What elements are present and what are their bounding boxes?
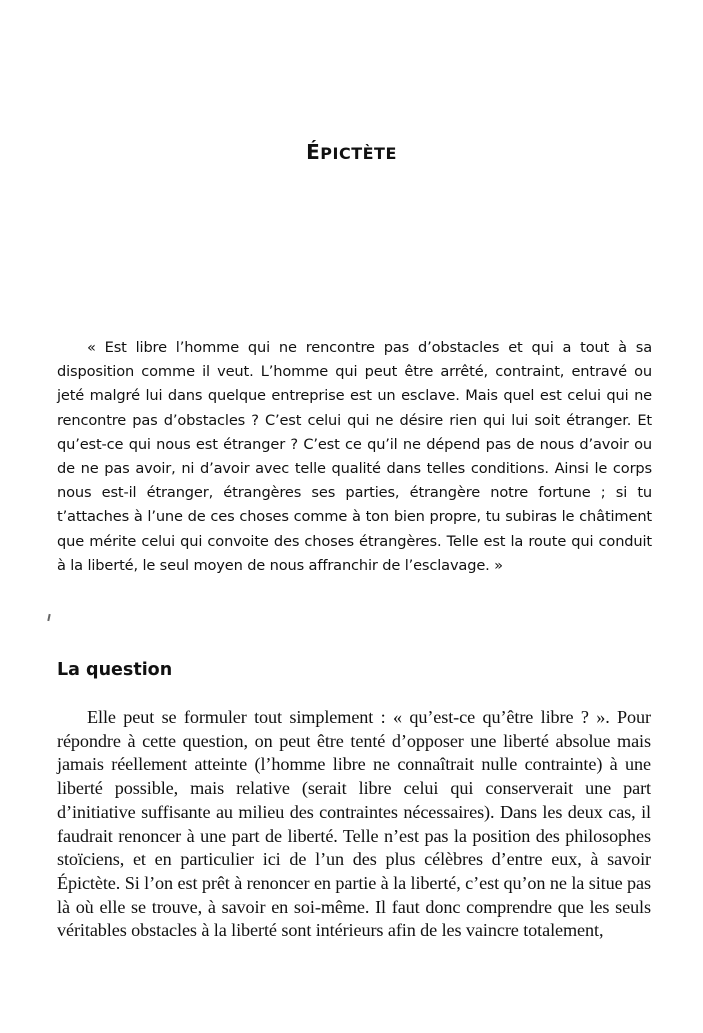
- chapter-title-initial: É: [306, 140, 321, 164]
- chapter-title: [0, 140, 703, 164]
- section-heading: La question: [57, 660, 173, 680]
- stray-mark: [47, 614, 50, 621]
- chapter-title-rest: PICTÈTE: [320, 144, 397, 163]
- section-paragraph: Elle peut se formuler tout simplement : « qu’est-ce qu’être libre ? ». Pour répondre à cette question, on peut être tenté d’opposer une liberté absolue mais jamais réellement atteinte (l’homme libre ne connaîtrait nulle contrainte) à une liberté possible, mais relative (serait libre celui qui conserverait une part d’initiative suffisante au milieu des contraintes nécessaires). Dans les deux cas, il faudrait renoncer à une part de liberté. Telle n’est pas la position des philosophes stoïciens, et en particulier ici de l’un des plus célèbres d’entre eux, à savoir Épictète. Si l’on est prêt à renoncer en partie à la liberté, c’est qu’on ne la situe pas là où elle se trouve, à savoir en soi-même. Il faut donc comprendre que les seuls véritables obstacles à la liberté sont intérieurs afin de les vaincre totalement,: [57, 707, 651, 941]
- epictetus-quote: « Est libre l’homme qui ne rencontre pas d’obstacles et qui a tout à sa disposition comme il veut. L’homme qui peut être arrêté, contraint, entravé ou jeté malgré lui dans quelque entreprise est un esclave. Mais quel est celui qui ne rencontre pas d’obstacles ? C’est celui qui ne désire rien qui lui soit étranger. Et qu’est-ce qui nous est étranger ? C’est ce qu’il ne dépend pas de nous d’avoir ou de ne pas avoir, ni d’avoir avec telle qualité dans telles conditions. Ainsi le corps nous est-il étranger, étrangères ses parties, étrangère notre fortune ; si tu t’attaches à l’une de ces choses comme à ton bien propre, tu subiras le châtiment que mérite celui qui convoite des choses étrangères. Telle est la route qui conduit à la liberté, le seul moyen de nous affranchir de l’esclavage. »: [57, 339, 652, 574]
